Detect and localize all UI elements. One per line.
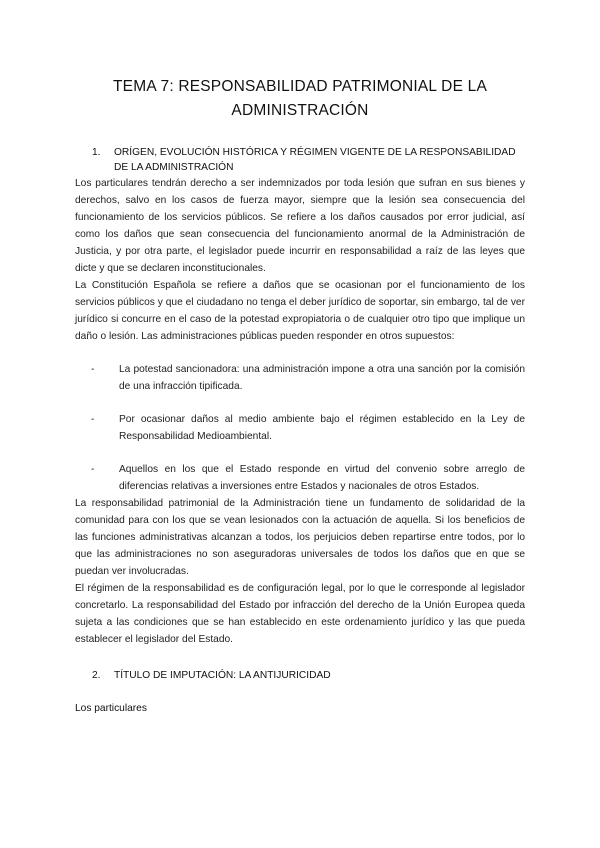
paragraph-1: Los particulares tendrán derecho a ser indemnizados por toda lesión que sufran en sus bienes y derechos, salvo en los casos de fuerza mayor, siempre que la lesión sea consecuencia del funcionamiento de los servicios públicos. Se refiere a los daños causados por error judicial, así como los daños que sean consecuencia del funcionamiento anormal de la Administración de Justicia, y por otra parte, el legislador puede incurrir en responsabilidad a raíz de las leyes que dicte y que se declaren inconstitucionales.: [75, 178, 525, 274]
section-1-title: ORÍGEN, EVOLUCIÓN HISTÓRICA Y RÉGIMEN VIGENTE DE LA RESPONSABILIDAD DE LA ADMINISTRACIÓN: [114, 147, 516, 173]
section-1-number: 1.: [92, 147, 101, 158]
bullet-dash: -: [91, 464, 95, 475]
section-2-heading: [75, 668, 525, 683]
title-line-2: ADMINISTRACIÓN: [231, 102, 369, 119]
list-item: [75, 411, 525, 445]
section-2-title: TÍTULO DE IMPUTACIÓN: LA ANTIJURICIDAD: [114, 670, 331, 681]
sub-label: Los particulares: [75, 703, 147, 714]
supuestos-list: [75, 361, 525, 495]
bullet-dash: -: [91, 414, 95, 425]
list-item-text: Por ocasionar daños al medio ambiente bajo el régimen establecido en la Ley de Responsabilidad Medioambiental.: [119, 414, 525, 442]
list-item-text: La potestad sancionadora: una administración impone a otra una sanción por la comisión de una infracción tipificada.: [119, 364, 525, 392]
section-2-number: 2.: [92, 670, 101, 681]
document-title: [75, 0, 525, 123]
list-item-text: Aquellos en los que el Estado responde en virtud del convenio sobre arreglo de diferencias relativas a inversiones entre Estados y nacionales de otros Estados.: [119, 464, 525, 492]
bullet-dash: -: [91, 364, 95, 375]
paragraph-2: La Constitución Española se refiere a daños que se ocasionan por el funcionamiento de los servicios públicos y que el ciudadano no tenga el deber jurídico de soportar, sin embargo, tal de ver jurídico si concurre en el caso de la potestad expropiatoria o de cualquier otro tipo que implique un daño o lesión. Las administraciones públicas pueden responder en otros supuestos:: [75, 280, 525, 342]
section-1-heading: [75, 145, 525, 175]
paragraph-4: El régimen de la responsabilidad es de configuración legal, por lo que le corresponde al legislador concretarlo. La responsabilidad del Estado por infracción del derecho de la Unión Europea queda sujeta a las condiciones que se han establecido en este ordenamiento jurídico y las que pueda establecer el legislador del Estado.: [75, 583, 525, 645]
title-line-1: TEMA 7: RESPONSABILIDAD PATRIMONIAL DE LA: [113, 78, 487, 95]
list-item: [75, 461, 525, 495]
list-item: [75, 361, 525, 395]
paragraph-3: La responsabilidad patrimonial de la Administración tiene un fundamento de solidaridad de la comunidad para con los que se vean lesionados con la actuación de aquella. Si los beneficios de las funciones administrativas alcanzan a todos, los perjuicios deben repartirse entre todos, por lo que las administraciones no son aseguradoras universales de todos los daños que en que se puedan ver involucradas.: [75, 498, 525, 577]
